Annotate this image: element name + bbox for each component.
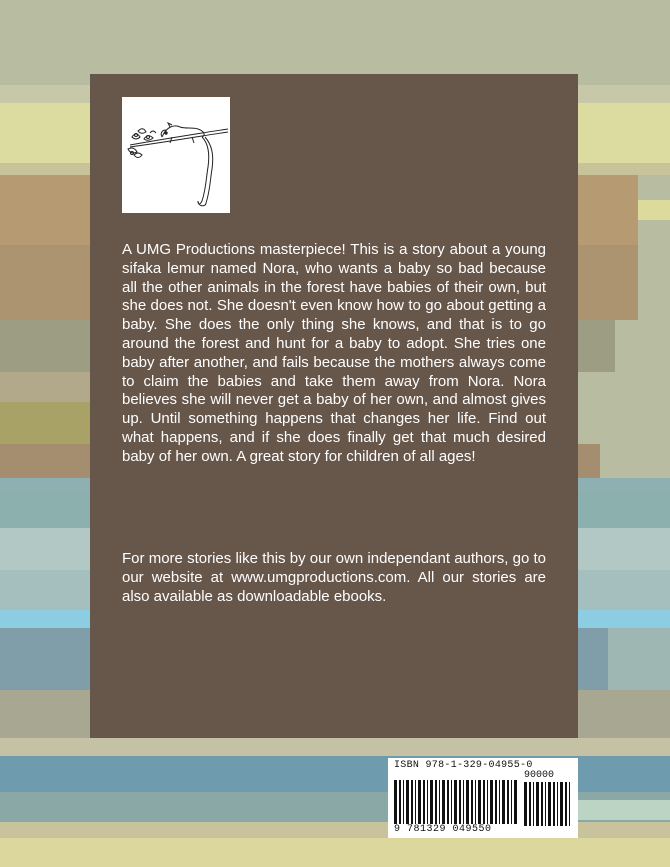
background-band	[0, 838, 670, 867]
cover-illustration	[122, 97, 230, 213]
background-band	[0, 0, 670, 85]
barcode-bar	[565, 782, 567, 826]
barcode-bar	[403, 780, 404, 824]
barcode-bar	[411, 780, 413, 824]
barcode-bar	[439, 780, 440, 824]
barcode-bar	[511, 780, 512, 824]
price-code: 90000	[524, 770, 555, 781]
barcode-bar	[427, 780, 428, 824]
barcode-bar	[447, 780, 449, 824]
barcode-bar	[569, 782, 570, 826]
publisher-info: For more stories like this by our own independant authors, go to our website at www.umgproductions.com. All our stories are also available as downloadable ebooks.	[122, 550, 546, 605]
barcode-bar	[548, 782, 551, 826]
barcode-bar	[490, 780, 493, 824]
barcode-bar	[475, 780, 476, 824]
barcode-bar	[466, 780, 469, 824]
barcode-bar	[415, 780, 416, 824]
barcode-bar	[545, 782, 546, 826]
barcode-bar	[463, 780, 464, 824]
barcode-bar	[423, 780, 425, 824]
background-band	[578, 800, 670, 820]
barcode-bar	[478, 780, 481, 824]
barcode-bar	[529, 782, 531, 826]
lemur-on-branch-icon	[122, 97, 230, 213]
isbn-barcode	[388, 758, 578, 838]
barcode-bar	[541, 782, 543, 826]
barcode-bar	[451, 780, 452, 824]
barcode-bar	[454, 780, 457, 824]
barcode-bar	[557, 782, 558, 826]
ean-digits: 9 781329 049550	[394, 824, 492, 835]
barcode-bar	[507, 780, 509, 824]
barcode-bar	[560, 782, 563, 826]
barcode-bar	[495, 780, 497, 824]
barcode-bar	[471, 780, 473, 824]
book-description: A UMG Productions masterpiece! This is a story about a young sifaka lemur named Nora, who wants a baby so bad because all the other animals in the forest have babies of their own, but she does not. She doesn't even know how to go about getting a baby. She does the only thing she knows, and that is to go around the forest and hunt for a baby to adopt. She tries one baby after another, and fails because the mothers always come to claim the babies and take them away from Nora. Nora believes she will never get a baby of her own, and almost gives up. Until something happens that changes her life. Find out what happens, and if she does finally get that much desired baby of her own. A great story for children of all ages!	[122, 241, 546, 465]
price-barcode-bars	[524, 782, 570, 826]
barcode-bar	[533, 782, 534, 826]
barcode-bar	[459, 780, 461, 824]
barcode-bar	[418, 780, 421, 824]
ean-barcode-bars	[394, 780, 518, 824]
barcode-bar	[499, 780, 500, 824]
barcode-bar	[536, 782, 539, 826]
barcode-bar	[553, 782, 555, 826]
barcode-bar	[487, 780, 488, 824]
barcode-bar	[524, 782, 527, 826]
barcode-bar	[483, 780, 485, 824]
barcode-bar	[406, 780, 409, 824]
background-band	[638, 200, 670, 220]
background-band	[0, 738, 670, 756]
barcode-bar	[442, 780, 445, 824]
barcode-bar	[514, 780, 517, 824]
barcode-bar	[435, 780, 437, 824]
isbn-label: ISBN 978-1-329-04955-0	[394, 760, 533, 771]
background-band	[608, 628, 670, 690]
barcode-bar	[399, 780, 401, 824]
barcode-bar	[502, 780, 505, 824]
barcode-bar	[430, 780, 433, 824]
barcode-bar	[394, 780, 397, 824]
